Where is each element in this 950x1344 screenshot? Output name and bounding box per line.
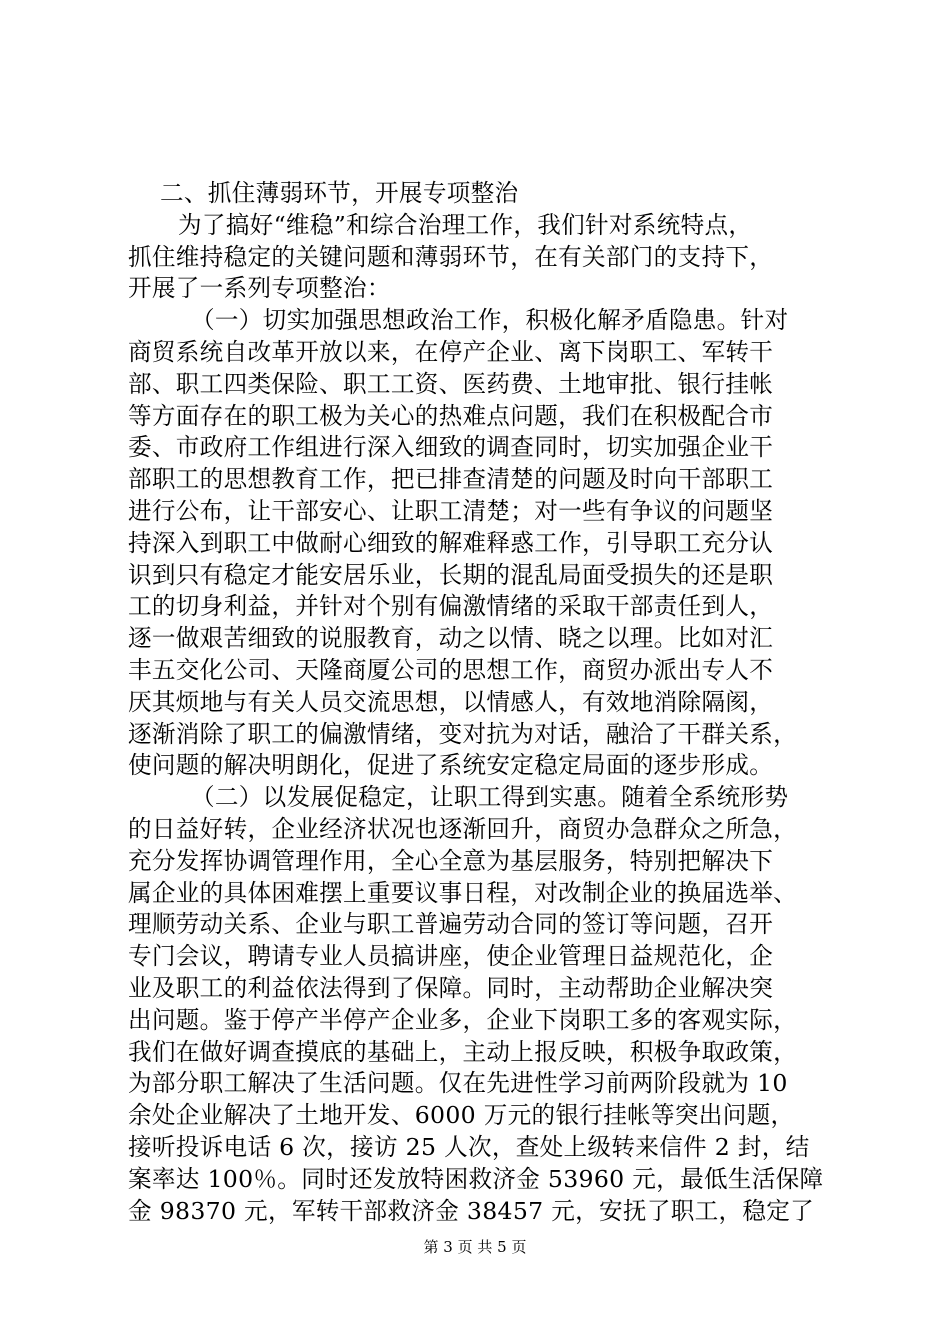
paragraph-line: 我们在做好调查摸底的基础上，主动上报反映，积极争取政策， [128, 1037, 798, 1066]
paragraph-line: 案率达 100％。同时还发放特困救济金 53960 元，最低生活保障 [128, 1164, 824, 1193]
paragraph-line: 工的切身利益，并针对个别有偏激情绪的采取干部责任到人， [128, 592, 774, 621]
paragraph-line: 理顺劳动关系、企业与职工普遍劳动合同的签订等问题，召开 [128, 910, 774, 939]
paragraph-line: 逐一做艰苦细致的说服教育，动之以情、晓之以理。比如对汇 [128, 624, 774, 653]
paragraph-line: 为部分职工解决了生活问题。仅在先进性学习前两阶段就为 10 [128, 1069, 788, 1098]
section-2-paragraph [128, 782, 838, 1227]
paragraph-line: （一）切实加强思想政治工作，积极化解矛盾隐患。针对 [191, 306, 789, 335]
paragraph-line: 进行公布，让干部安心、让职工清楚；对一些有争议的问题坚 [128, 496, 774, 525]
paragraph-line: 使问题的解决明朗化，促进了系统安定稳定局面的逐步形成。 [128, 751, 774, 780]
paragraph-line: 充分发挥协调管理作用，全心全意为基层服务，特别把解决下 [128, 846, 774, 875]
paragraph-line: 抓住维持稳定的关键问题和薄弱环节，在有关部门的支持下， [128, 242, 774, 271]
paragraph-line: 专门会议，聘请专业人员搞讲座，使企业管理日益规范化，企 [128, 942, 774, 971]
paragraph-line: 属企业的具体困难摆上重要议事日程，对改制企业的换届选举、 [128, 878, 798, 907]
paragraph-line: 的日益好转，企业经济状况也逐渐回升，商贸办急群众之所急， [128, 814, 798, 843]
paragraph-line: 商贸系统自改革开放以来，在停产企业、离下岗职工、军转干 [128, 337, 774, 366]
paragraph-line: 丰五交化公司、天隆商厦公司的思想工作，商贸办派出专人不 [128, 655, 774, 684]
paragraph-line: 持深入到职工中做耐心细致的解难释惑工作，引导职工充分认 [128, 528, 774, 557]
paragraph-line: 出问题。鉴于停产半停产企业多，企业下岗职工多的客观实际， [128, 1005, 798, 1034]
paragraph-line: 委、市政府工作组进行深入细致的调查同时，切实加强企业干 [128, 433, 774, 462]
paragraph-line: 业及职工的利益依法得到了保障。同时，主动帮助企业解决突 [128, 973, 774, 1002]
paragraph-line: 部、职工四类保险、职工工资、医药费、土地审批、银行挂帐 [128, 369, 774, 398]
paragraph-line: 余处企业解决了土地开发、6000 万元的银行挂帐等突出问题， [128, 1101, 795, 1130]
paragraph-line: 识到只有稳定才能安居乐业，长期的混乱局面受损失的还是职 [128, 560, 774, 589]
page-number: 第 3 页 共 5 页 [423, 1238, 527, 1256]
paragraph-line: 部职工的思想教育工作，把已排查清楚的问题及时向干部职工 [128, 465, 774, 494]
paragraph-line: 开展了一系列专项整治： [128, 274, 391, 303]
paragraph-line: 接听投诉电话 6 次，接访 25 人次，查处上级转来信件 2 封，结 [128, 1132, 810, 1161]
paragraph-line: 为了搞好“维稳”和综合治理工作，我们针对系统特点， [178, 210, 753, 239]
section-1-paragraph [128, 305, 838, 782]
paragraph-line: 等方面存在的职工极为关心的热难点问题，我们在积极配合市 [128, 401, 774, 430]
intro-paragraph [128, 210, 838, 305]
paragraph-line: 金 98370 元，军转干部救济金 38457 元，安抚了职工，稳定了 [128, 1196, 815, 1225]
paragraph-line: 逐渐消除了职工的偏激情绪，变对抗为对话，融洽了干群关系， [128, 719, 798, 748]
paragraph-line: （二）以发展促稳定，让职工得到实惠。随着全系统形势 [191, 783, 789, 812]
document-body [128, 178, 838, 1227]
section-heading: 二、抓住薄弱环节，开展专项整治 [160, 179, 519, 207]
paragraph-line: 厌其烦地与有关人员交流思想，以情感人，有效地消除隔阂， [128, 687, 774, 716]
page-footer [0, 1237, 950, 1257]
